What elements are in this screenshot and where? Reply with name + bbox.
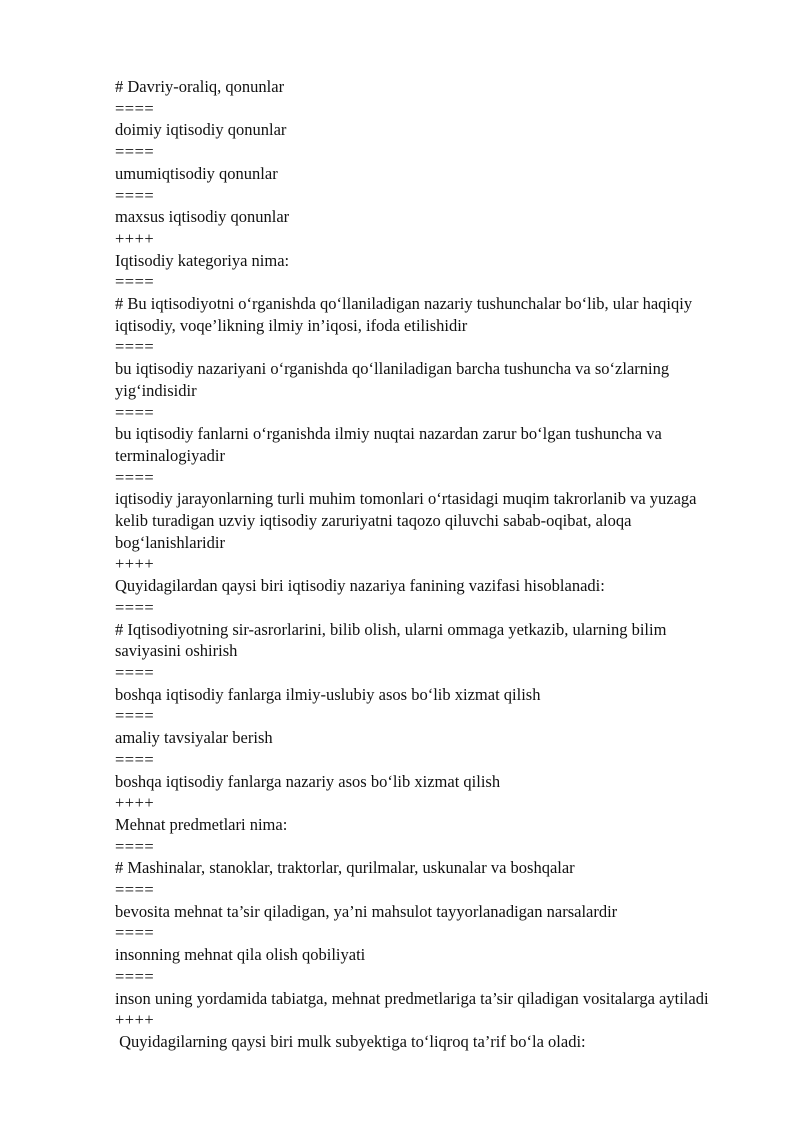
text-line: terminalogiyadir	[115, 445, 225, 465]
text-line: insonning mehnat qila olish qobiliyati	[115, 945, 366, 965]
separator-line: ====	[115, 662, 155, 682]
text-line: amaliy tavsiyalar berish	[115, 728, 273, 748]
text-line: iqtisodiy jarayonlarning turli muhim tomonlari o‘rtasidagi muqim takrorlanib va yuzaga	[115, 489, 697, 509]
separator-line: ++++	[115, 1010, 155, 1030]
separator-line: ====	[115, 880, 155, 900]
text-line: bevosita mehnat ta’sir qiladigan, ya’ni mahsulot tayyorlanadigan narsalardir	[115, 901, 618, 921]
text-line: saviyasini oshirish	[115, 641, 238, 661]
text-line: Quyidagilarning qaysi biri mulk subyektiga to‘liqroq ta’rif bo‘la oladi:	[115, 1031, 586, 1051]
separator-line: ++++	[115, 554, 155, 574]
separator-line: ====	[115, 467, 155, 487]
separator-line: ====	[115, 185, 155, 205]
separator-line: ====	[115, 272, 155, 292]
text-line: boshqa iqtisodiy fanlarga ilmiy-uslubiy asos bo‘lib xizmat qilish	[115, 684, 541, 704]
text-line: # Davriy-oraliq, qonunlar	[115, 77, 285, 96]
separator-line: ====	[115, 966, 155, 986]
separator-line: ====	[115, 597, 155, 617]
separator-line: ++++	[115, 793, 155, 813]
text-line: kelib turadigan uzviy iqtisodiy zaruriyatni taqozo qiluvchi sabab-oqibat, aloqa	[115, 511, 632, 531]
separator-line: ====	[115, 337, 155, 357]
separator-line: ====	[115, 836, 155, 856]
text-line: maxsus iqtisodiy qonunlar	[115, 207, 290, 227]
document-body	[115, 76, 740, 1053]
text-line: bog‘lanishlaridir	[115, 532, 225, 552]
text-line: yig‘indisidir	[115, 380, 197, 400]
text-line: Mehnat predmetlari nima:	[115, 814, 288, 834]
separator-line: ====	[115, 402, 155, 422]
text-line: inson uning yordamida tabiatga, mehnat predmetlariga ta’sir qiladigan vositalarga aytiladi	[115, 988, 709, 1008]
separator-line: ====	[115, 98, 155, 118]
text-line: iqtisodiy, voqe’likning ilmiy in’iqosi, ifoda etilishidir	[115, 315, 468, 335]
text-line: bu iqtisodiy nazariyani o‘rganishda qo‘llaniladigan barcha tushuncha va so‘zlarning	[115, 359, 670, 379]
text-line: doimiy iqtisodiy qonunlar	[115, 120, 287, 140]
text-line: bu iqtisodiy fanlarni o‘rganishda ilmiy nuqtai nazardan zarur bo‘lgan tushuncha va	[115, 424, 662, 444]
text-line: # Mashinalar, stanoklar, traktorlar, qurilmalar, uskunalar va boshqalar	[115, 858, 575, 878]
text-line: # Bu iqtisodiyotni o‘rganishda qo‘llaniladigan nazariy tushunchalar bo‘lib, ular haqiqiy	[115, 294, 693, 314]
text-line: Iqtisodiy kategoriya nima:	[115, 250, 290, 270]
text-line: Quyidagilardan qaysi biri iqtisodiy nazariya fanining vazifasi hisoblanadi:	[115, 576, 605, 596]
text-line: umumiqtisodiy qonunlar	[115, 163, 278, 183]
text-line: boshqa iqtisodiy fanlarga nazariy asos bo‘lib xizmat qilish	[115, 771, 501, 791]
text-line: # Iqtisodiyotning sir-asrorlarini, bilib olish, ularni ommaga yetkazib, ularning bilim	[115, 619, 667, 639]
separator-line: ====	[115, 142, 155, 162]
separator-line: ++++	[115, 228, 155, 248]
separator-line: ====	[115, 749, 155, 769]
separator-line: ====	[115, 923, 155, 943]
separator-line: ====	[115, 706, 155, 726]
